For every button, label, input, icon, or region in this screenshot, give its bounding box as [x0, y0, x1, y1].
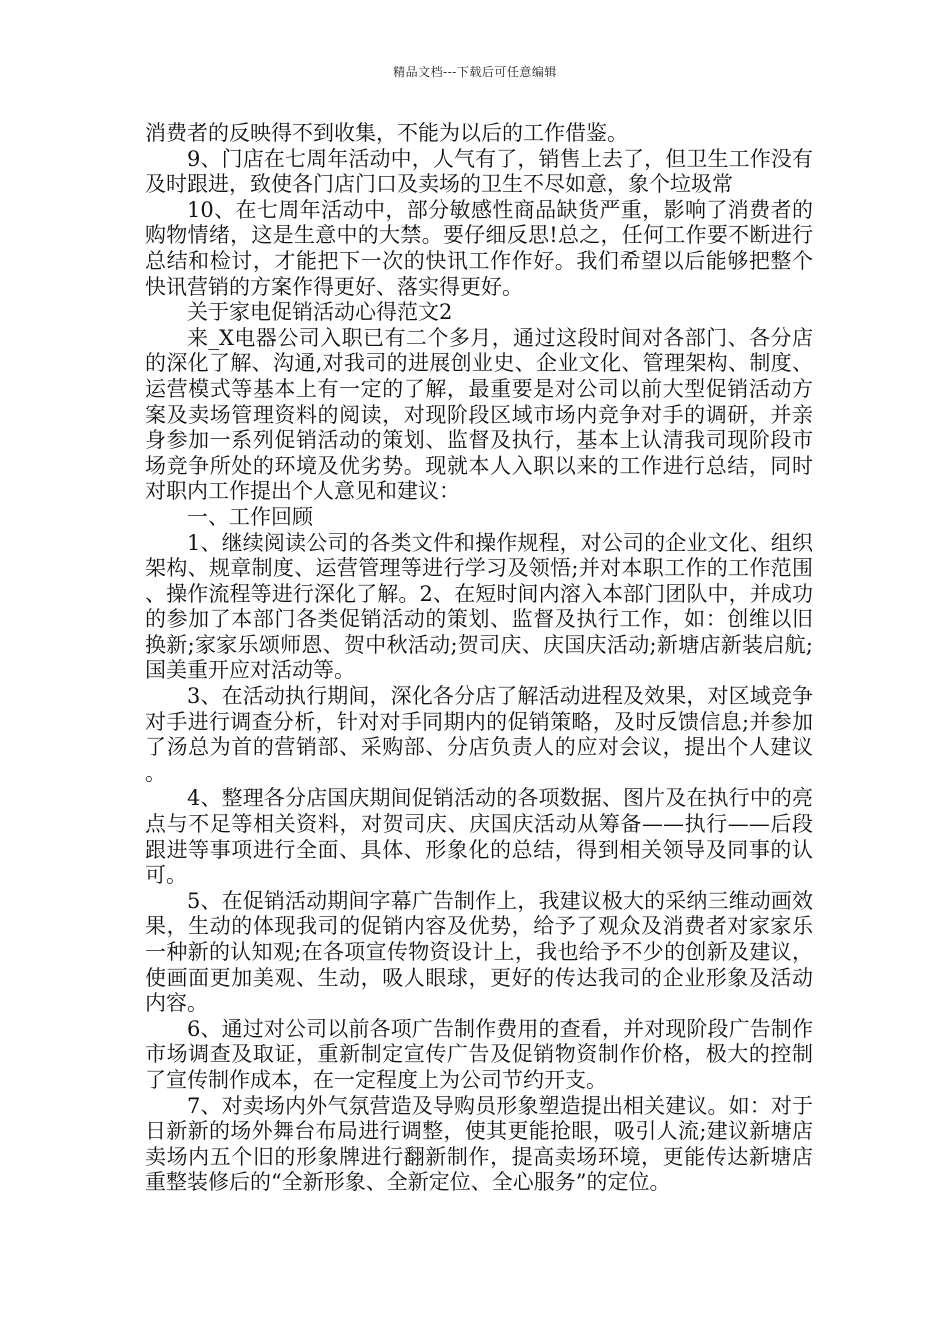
paragraph-review-3: 3、在活动执行期间，深化各分店了解活动进程及效果，对区域竞争对手进行调查分析，针对对手同期内的促销策略，及时反馈信息;并参加了汤总为首的营销部、采购部、分店负责人的应对会议，提出个人建议。: [145, 684, 813, 785]
paragraph-review-4: 4、整理各分店国庆期间促销活动的各项数据、图片及在执行中的亮点与不足等相关资料，对贺司庆、庆国庆活动从筹备——执行——后段跟进等事项进行全面、具体、形象化的总结，得到相关领导及同事的认可。: [145, 786, 813, 888]
paragraph-item-10: 10、在七周年活动中，部分敏感性商品缺货严重，影响了消费者的购物情绪，这是生意中的大禁。要仔细反思!总之，任何工作要不断进行总结和检讨，才能把下一次的快讯工作作好。我们希望以后能够把整个快讯营销的方案作得更好、落实得更好。: [145, 197, 813, 299]
section-title: 关于家电促销活动心得范文2: [187, 300, 453, 325]
page-header: 精品文档---下载后可任意编辑: [393, 65, 557, 79]
paragraph-review-7: 7、对卖场内外气氛营造及导购员形象塑造提出相关建议。如：对于日新新的场外舞台布局进行调整，使其更能抢眼，吸引人流;建议新塘店卖场内五个旧的形象牌进行翻新制作，提高卖场环境，更能传达新塘店重整装修后的“全新形象、全新定位、全心服务”的定位。: [145, 1093, 813, 1195]
paragraph-review-5: 5、在促销活动期间字幕广告制作上，我建议极大的采纳三维动画效果，生动的体现我司的促销内容及优势，给予了观众及消费者对家家乐一种新的认知观;在各项宣传物资设计上，我也给予不少的创新及建议，使画面更加美观、生动，吸人眼球，更好的传达我司的企业形象及活动内容。: [145, 888, 813, 1016]
paragraph-review-1-2: 1、继续阅读公司的各类文件和操作规程，对公司的企业文化、组织架构、规章制度、运营管理等进行学习及领悟;并对本职工作的工作范围、操作流程等进行深化了解。2、在短时间内溶入本部门团队中，并成功的参加了本部门各类促销活动的策划、监督及执行工作，如：创维以旧换新;家家乐颂师恩、贺中秋活动;贺司庆、庆国庆活动;新塘店新装启航;国美重开应对活动等。: [145, 530, 813, 683]
paragraph-item-9: 9、门店在七周年活动中，人气有了，销售上去了，但卫生工作没有及时跟进，致使各门店门口及卖场的卫生不尽如意，象个垃圾常: [145, 146, 813, 197]
paragraph-continuation: 消费者的反映得不到收集，不能为以后的工作借鉴。: [145, 121, 628, 145]
paragraph-review-6: 6、通过对公司以前各项广告制作费用的查看，并对现阶段广告制作市场调查及取证，重新制定宣传广告及促销物资制作价格，极大的控制了宣传制作成本，在一定程度上为公司节约开支。: [145, 1016, 813, 1092]
document-body: [145, 121, 813, 1196]
section-heading-work-review: 一、工作回顾: [187, 504, 313, 529]
paragraph-intro: 来_X电器公司入职已有二个多月，通过这段时间对各部门、各分店的深化了解、沟通,对我司的进展创业史、企业文化、管理架构、制度、运营模式等基本上有一定的了解，最重要是对公司以前大型促销活动方案及卖场管理资料的阅读，对现阶段区域市场内竞争对手的调研，并亲身参加一系列促销活动的策划、监督及执行，基本上认清我司现阶段市场竞争所处的环境及优劣势。现就本人入职以来的工作进行总结，同时对职内工作提出个人意见和建议：: [145, 325, 813, 504]
